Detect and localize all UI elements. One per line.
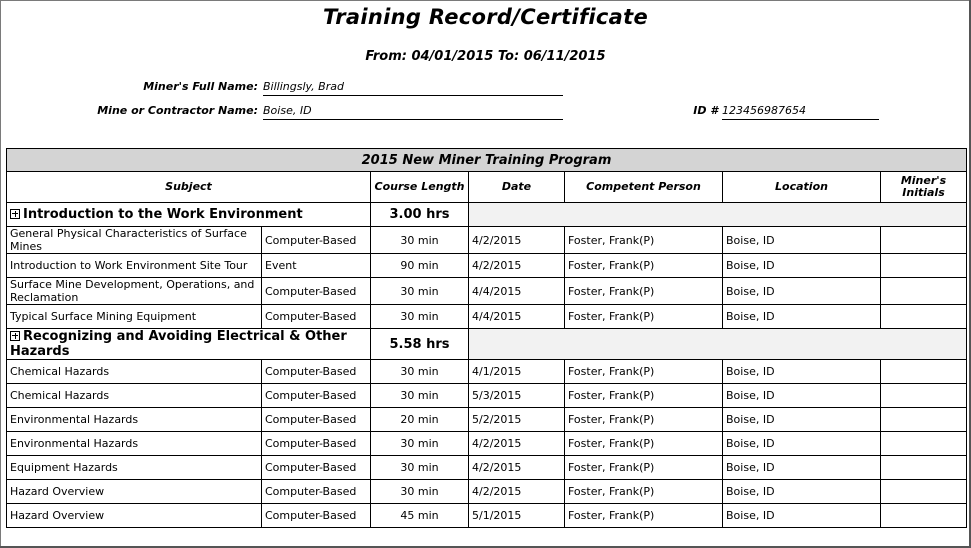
cell-length: 90 min [371, 254, 469, 278]
section-row[interactable] [7, 329, 967, 360]
cell-location: Boise, ID [723, 227, 881, 254]
cell-type: Computer-Based [262, 480, 371, 504]
table-row [7, 254, 967, 278]
cell-person: Foster, Frank(P) [565, 432, 723, 456]
cell-subject: Hazard Overview [7, 504, 262, 528]
table-row [7, 432, 967, 456]
cell-initials[interactable] [881, 227, 967, 254]
cell-location: Boise, ID [723, 278, 881, 305]
date-range: From: 04/01/2015 To: 06/11/2015 [365, 49, 606, 64]
cell-length: 30 min [371, 480, 469, 504]
cell-date: 4/2/2015 [469, 432, 565, 456]
table-row [7, 305, 967, 329]
cell-person: Foster, Frank(P) [565, 456, 723, 480]
table-row [7, 360, 967, 384]
table-row [7, 456, 967, 480]
cell-initials[interactable] [881, 408, 967, 432]
section-title-label: Recognizing and Avoiding Electrical & Other Hazards [10, 329, 347, 359]
table-row [7, 278, 967, 305]
mine-name-label: Mine or Contractor Name: [97, 104, 258, 117]
cell-length: 30 min [371, 227, 469, 254]
cell-location: Boise, ID [723, 360, 881, 384]
training-table [6, 148, 967, 528]
cell-subject: Hazard Overview [7, 480, 262, 504]
cell-date: 5/2/2015 [469, 408, 565, 432]
cell-date: 5/1/2015 [469, 504, 565, 528]
cell-type: Event [262, 254, 371, 278]
cell-initials[interactable] [881, 305, 967, 329]
expand-plus-icon[interactable] [10, 331, 20, 341]
col-header-date: Date [469, 172, 565, 203]
cell-location: Boise, ID [723, 432, 881, 456]
cell-initials[interactable] [881, 480, 967, 504]
col-header-location: Location [723, 172, 881, 203]
section-hours: 3.00 hrs [371, 203, 469, 227]
section-row[interactable] [7, 203, 967, 227]
cell-length: 30 min [371, 305, 469, 329]
table-row [7, 480, 967, 504]
cell-length: 30 min [371, 456, 469, 480]
section-hours: 5.58 hrs [371, 329, 469, 360]
cell-initials[interactable] [881, 360, 967, 384]
cell-type: Computer-Based [262, 278, 371, 305]
section-filler [469, 329, 967, 360]
cell-type: Computer-Based [262, 305, 371, 329]
cell-type: Computer-Based [262, 504, 371, 528]
section-title-label: Introduction to the Work Environment [23, 207, 303, 222]
cell-subject: Environmental Hazards [7, 408, 262, 432]
cell-date: 4/4/2015 [469, 278, 565, 305]
mine-name-value: Boise, ID [263, 103, 563, 120]
cell-type: Computer-Based [262, 360, 371, 384]
cell-person: Foster, Frank(P) [565, 305, 723, 329]
cell-location: Boise, ID [723, 305, 881, 329]
miner-name-value: Billingsly, Brad [263, 79, 563, 96]
cell-initials[interactable] [881, 456, 967, 480]
table-row [7, 227, 967, 254]
table-row [7, 504, 967, 528]
cell-date: 4/2/2015 [469, 227, 565, 254]
cell-initials[interactable] [881, 278, 967, 305]
cell-subject: Introduction to Work Environment Site Tour [7, 254, 262, 278]
cell-date: 4/2/2015 [469, 254, 565, 278]
cell-length: 20 min [371, 408, 469, 432]
col-header-miners-initials: Miner's Initials [881, 172, 967, 203]
cell-initials[interactable] [881, 504, 967, 528]
section-title[interactable] [7, 203, 371, 227]
cell-length: 30 min [371, 384, 469, 408]
id-value: 123456987654 [722, 103, 879, 120]
cell-person: Foster, Frank(P) [565, 254, 723, 278]
cell-type: Computer-Based [262, 408, 371, 432]
cell-subject: Chemical Hazards [7, 384, 262, 408]
cell-location: Boise, ID [723, 504, 881, 528]
cell-person: Foster, Frank(P) [565, 384, 723, 408]
cell-date: 4/1/2015 [469, 360, 565, 384]
cell-length: 30 min [371, 278, 469, 305]
cell-length: 45 min [371, 504, 469, 528]
cell-subject: Surface Mine Development, Operations, and Reclamation [7, 278, 262, 305]
page-title: Training Record/Certificate [322, 5, 649, 29]
program-title: 2015 New Miner Training Program [7, 149, 967, 172]
col-header-subject: Subject [7, 172, 371, 203]
section-title[interactable] [7, 329, 371, 360]
expand-plus-icon[interactable] [10, 209, 20, 219]
col-header-course-length: Course Length [371, 172, 469, 203]
table-body [7, 203, 967, 528]
cell-initials[interactable] [881, 432, 967, 456]
cell-type: Computer-Based [262, 432, 371, 456]
cell-type: Computer-Based [262, 227, 371, 254]
cell-length: 30 min [371, 432, 469, 456]
cell-location: Boise, ID [723, 480, 881, 504]
cell-location: Boise, ID [723, 254, 881, 278]
miner-name-label: Miner's Full Name: [143, 80, 258, 93]
cell-date: 4/4/2015 [469, 305, 565, 329]
table-row [7, 408, 967, 432]
cell-initials[interactable] [881, 384, 967, 408]
col-header-competent-person: Competent Person [565, 172, 723, 203]
cell-date: 5/3/2015 [469, 384, 565, 408]
cell-type: Computer-Based [262, 456, 371, 480]
id-label: ID # [693, 104, 718, 117]
cell-initials[interactable] [881, 254, 967, 278]
cell-date: 4/2/2015 [469, 480, 565, 504]
cell-type: Computer-Based [262, 384, 371, 408]
cell-person: Foster, Frank(P) [565, 504, 723, 528]
cell-subject: Equipment Hazards [7, 456, 262, 480]
cell-person: Foster, Frank(P) [565, 360, 723, 384]
table-row [7, 384, 967, 408]
cell-subject: General Physical Characteristics of Surface Mines [7, 227, 262, 254]
cell-subject: Environmental Hazards [7, 432, 262, 456]
cell-person: Foster, Frank(P) [565, 480, 723, 504]
section-filler [469, 203, 967, 227]
cell-person: Foster, Frank(P) [565, 227, 723, 254]
cell-date: 4/2/2015 [469, 456, 565, 480]
cell-location: Boise, ID [723, 456, 881, 480]
cell-person: Foster, Frank(P) [565, 408, 723, 432]
cell-location: Boise, ID [723, 384, 881, 408]
cell-person: Foster, Frank(P) [565, 278, 723, 305]
cell-length: 30 min [371, 360, 469, 384]
cell-subject: Chemical Hazards [7, 360, 262, 384]
cell-location: Boise, ID [723, 408, 881, 432]
cell-subject: Typical Surface Mining Equipment [7, 305, 262, 329]
